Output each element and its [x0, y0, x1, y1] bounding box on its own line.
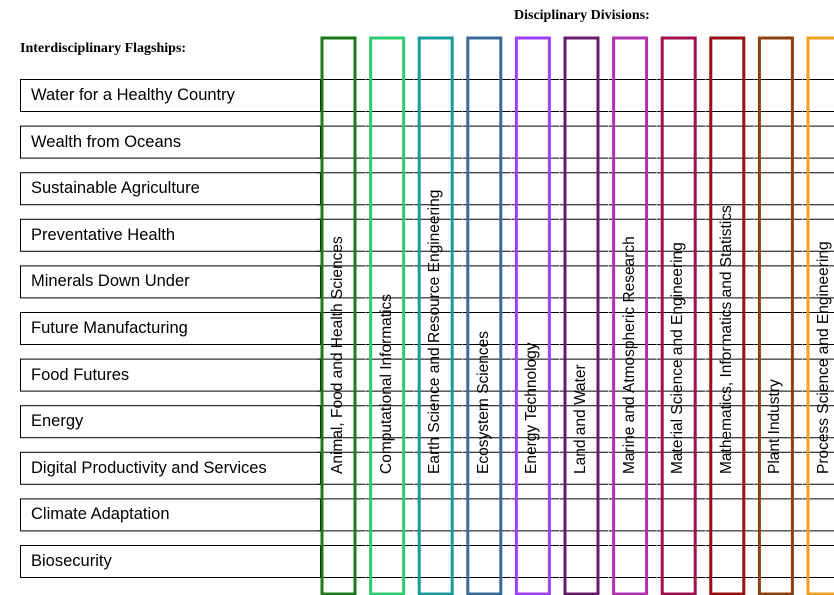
flagship-label: Wealth from Oceans	[31, 132, 182, 151]
division-label: Ecosystem Sciences	[474, 331, 492, 474]
flagship-label: Energy	[31, 412, 84, 431]
division-label: Computational Informatics	[377, 293, 395, 474]
flagship-label: Climate Adaptation	[31, 505, 170, 524]
division-label: Plant Industry	[766, 379, 784, 474]
division-column	[468, 38, 501, 594]
flagship-label: Future Manufacturing	[31, 319, 188, 337]
division-label: Earth Science and Resource Engineering	[426, 189, 444, 474]
divisions-heading: Disciplinary Divisions:	[514, 8, 650, 23]
division-label: Animal, Food and Health Sciences	[329, 236, 346, 474]
flagship-label: Digital Productivity and Services	[31, 458, 267, 477]
flagship-label: Food Futures	[31, 365, 130, 384]
flagship-label: Preventative Health	[31, 225, 175, 244]
flagship-label: Sustainable Agriculture	[31, 179, 200, 198]
flagship-label: Biosecurity	[31, 552, 112, 570]
division-column	[516, 38, 549, 594]
division-label: Energy Technology	[523, 342, 541, 474]
flagship-label: Minerals Down Under	[31, 272, 190, 291]
division-label: Process Science and Engineering	[815, 241, 832, 474]
division-label: Marine and Atmospheric Research	[620, 236, 638, 474]
division-label: Land and Water	[572, 364, 589, 474]
division-label: Material Science and Engineering	[669, 242, 687, 474]
flagship-label: Water for a Healthy Country	[31, 86, 235, 104]
division-label: Mathematics, Informatics and Statistics	[717, 205, 735, 474]
division-column	[565, 38, 598, 594]
division-column	[759, 38, 792, 594]
flagships-heading: Interdisciplinary Flagships:	[20, 41, 187, 56]
